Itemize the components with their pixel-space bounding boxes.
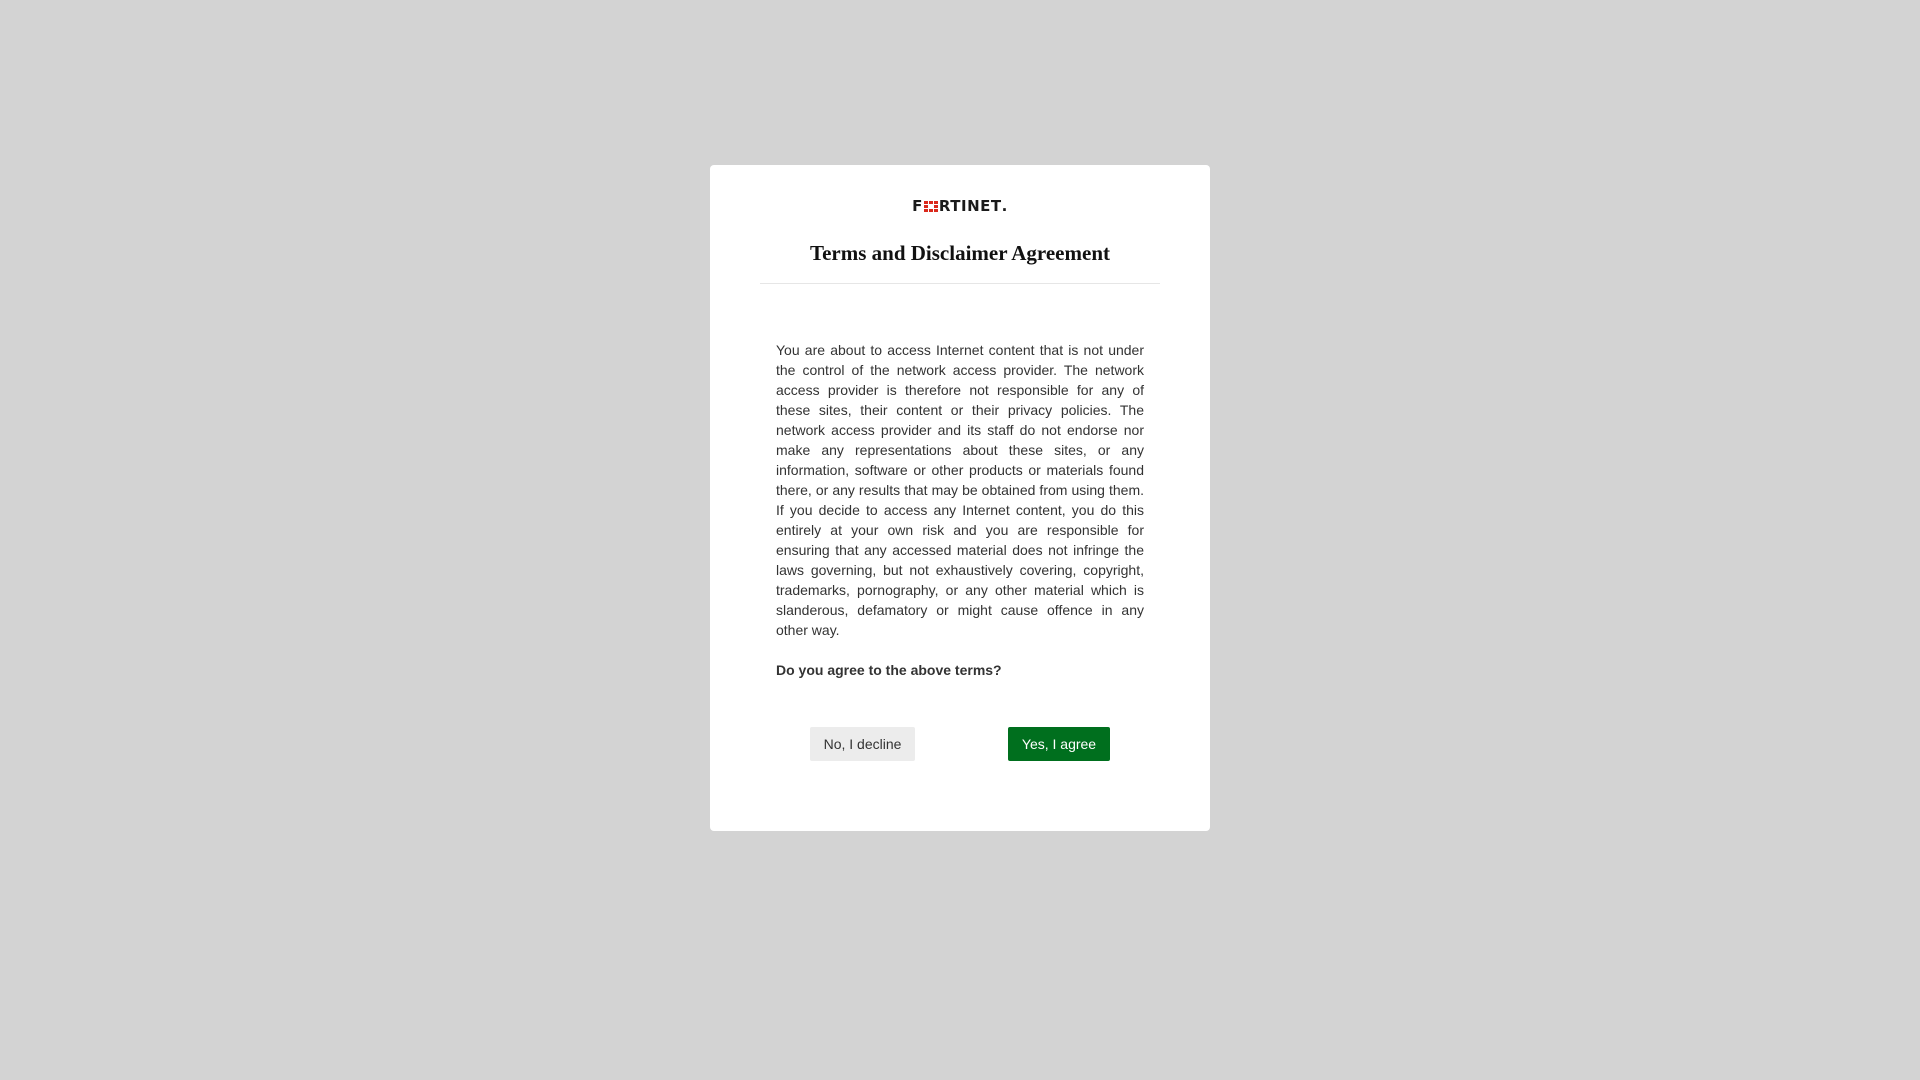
- logo-text-suffix: RTINET: [938, 196, 1002, 215]
- agreement-question: Do you agree to the above terms?: [776, 662, 1002, 678]
- disclaimer-text: You are about to access Internet content that is not under the control of the network access provider. The network access provider is therefore not responsible for any of these sites, their content or their privacy policies. The network access provider and its staff do not endorse nor make any representations about these sites, or any information, software or other products or materials found there, or any results that may be obtained from using them. If you decide to access any Internet content, you do this entirely at your own risk and you are responsible for ensuring that any accessed material does not infringe the laws governing, but not exhaustively covering, copyright, trademarks, pornography, or any other material which is slanderous, defamatory or might cause offence in any other way.: [776, 342, 1144, 638]
- fortinet-grid-icon: [924, 201, 938, 212]
- logo-text-prefix: F: [912, 196, 923, 215]
- decline-button[interactable]: No, I decline: [810, 727, 915, 761]
- fortinet-logo: [710, 195, 1210, 217]
- agree-button[interactable]: Yes, I agree: [1008, 727, 1110, 761]
- dialog-title: Terms and Disclaimer Agreement: [810, 241, 1110, 265]
- disclaimer-dialog: [710, 165, 1210, 831]
- title-divider: [760, 283, 1160, 284]
- logo-text-mark: .: [1001, 196, 1008, 215]
